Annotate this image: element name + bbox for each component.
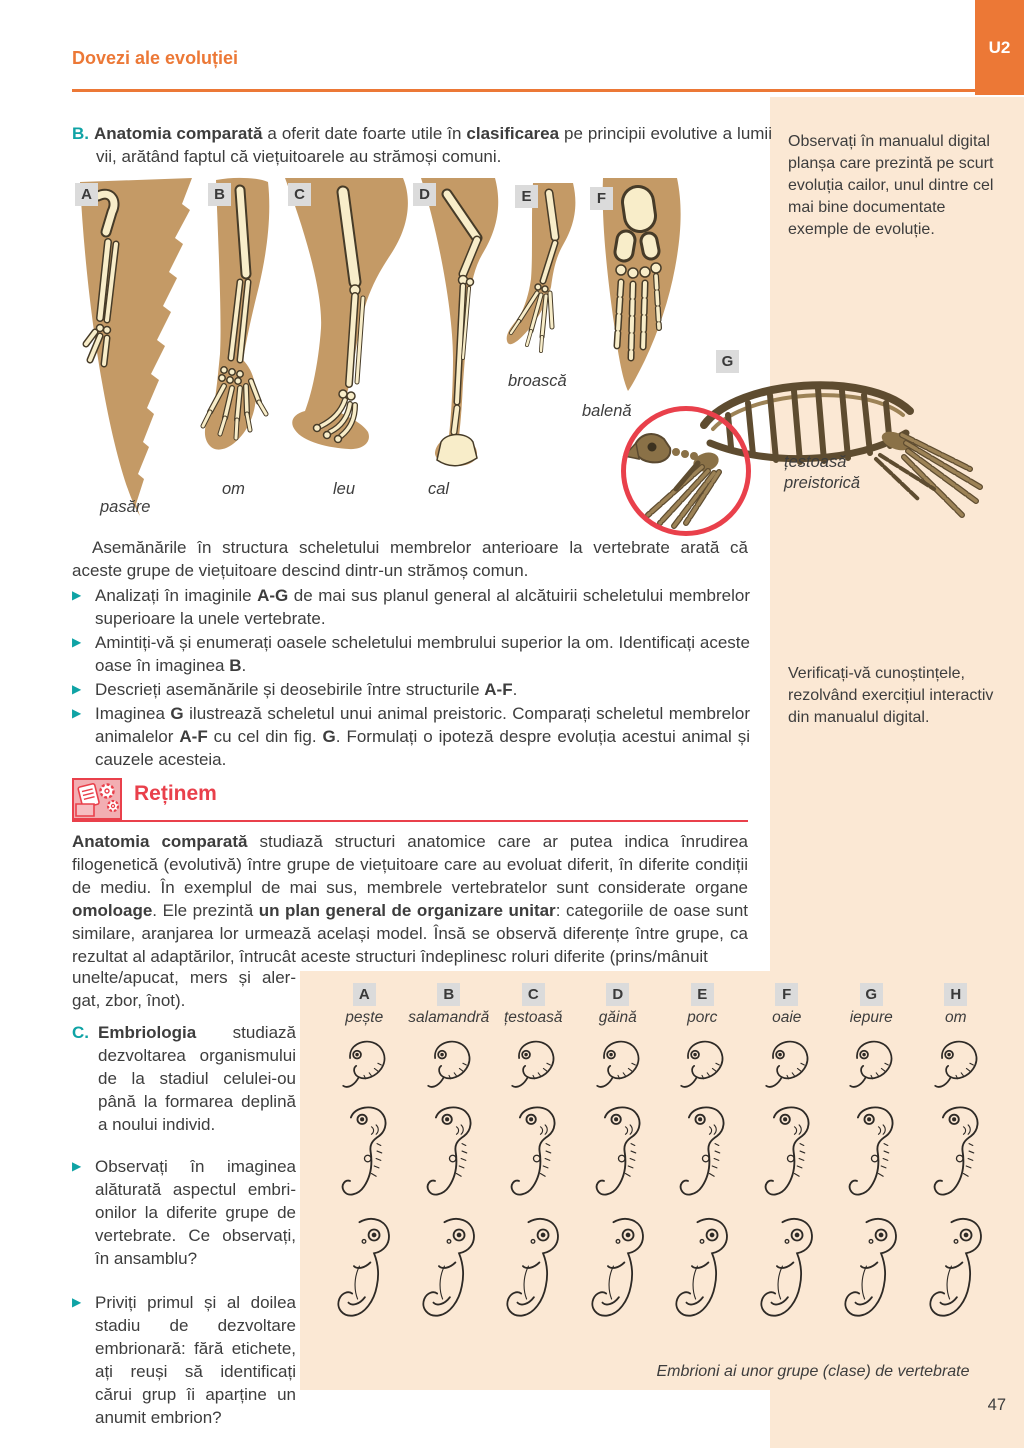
figure-name-horse: cal bbox=[428, 480, 450, 498]
embryo-stage3-drawing bbox=[924, 1210, 988, 1324]
bullet-triangle-icon: ▶ bbox=[72, 706, 82, 720]
section-b-intro: B. Anatomia comparată a oferit date foarte utile în clasificarea pe principii evolutive a lumii vii, arătând faptul că viețuitoarele au strămoși comuni. bbox=[72, 124, 772, 166]
embryo-column-pig bbox=[660, 983, 745, 1324]
embryo-caption: Embrioni ai unor grupe (clase) de vertebrate bbox=[656, 1363, 970, 1380]
embryo-species-name: pește bbox=[345, 1009, 384, 1026]
retinem-title: Reținem bbox=[134, 782, 217, 805]
embryo-species-name: găină bbox=[598, 1009, 637, 1026]
embryo-stage2-drawing bbox=[421, 1102, 477, 1202]
figure-label-g: G bbox=[716, 350, 739, 373]
page-number: 47 bbox=[987, 1396, 1006, 1414]
figure-name-turtle: țestoasă preistorică bbox=[784, 453, 861, 492]
retinem-header bbox=[72, 778, 748, 822]
embryo-column-sheep bbox=[745, 983, 830, 1324]
embryo-stage1-drawing bbox=[507, 1036, 559, 1094]
bullet-analyze-images: ▶ Analizați în imaginile A-G de mai sus planul general al alcătuirii scheletului membrelor superioare la unele vertebrate. bbox=[72, 586, 750, 628]
embryo-column-chicken bbox=[576, 983, 661, 1324]
embryo-stage3-drawing bbox=[332, 1210, 396, 1324]
embryo-stage3-drawing bbox=[670, 1210, 734, 1324]
narrow-column bbox=[72, 966, 296, 1448]
embryo-stage2-drawing bbox=[674, 1102, 730, 1202]
section-letter-b: B. bbox=[72, 124, 89, 143]
embryo-species-name: țestoasă bbox=[503, 1009, 563, 1026]
embryo-label: D bbox=[606, 983, 629, 1006]
embryo-stage3-drawing bbox=[839, 1210, 903, 1324]
embryo-stage2-drawing bbox=[590, 1102, 646, 1202]
figure-name-human: om bbox=[222, 480, 245, 498]
sidebar-note-digital-plate: Observați în manualul digital planșa care prezintă pe scurt evoluția cailor, unul dintre cel mai bine documentate exemple de evoluție. bbox=[788, 133, 994, 238]
embryo-grid bbox=[300, 971, 1024, 1324]
lion-leg-illustration bbox=[283, 178, 418, 473]
embryo-species-name: oaie bbox=[772, 1009, 802, 1026]
bullet-recall-bones: ▶ Amintiți-vă și enumerați oasele scheletului membrului superior la om. Identificați aceste oase în imaginea B. bbox=[72, 633, 750, 675]
embryo-stage1-drawing bbox=[592, 1036, 644, 1094]
figure-name-bird: pasăre bbox=[100, 498, 151, 516]
figure-name-lion: leu bbox=[333, 480, 356, 498]
highlight-circle bbox=[621, 406, 751, 536]
embryo-label: H bbox=[944, 983, 967, 1006]
embryo-species-name: om bbox=[944, 1009, 967, 1026]
sidebar-note-interactive-exercise: Verificați-vă cunoștințele, rezolvând exercițiul interactiv din manualul digital. bbox=[788, 665, 994, 726]
bullet-observe-embryos: ▶ Observați în imaginea alăturată aspectul embrionilor la diferite grupe de vertebrate. Ce observați, în ansamblu? bbox=[72, 1155, 296, 1279]
bullet-triangle-icon: ▶ bbox=[72, 1295, 82, 1309]
forelimb-comparison-figure bbox=[72, 178, 975, 536]
figure-label-a: A bbox=[75, 183, 98, 206]
homology-paragraph: Asemănările în structura scheletului membrelor anterioare la vertebrate arată că aceste grupe de viețuitoare descind dintr-un strămoș comun. bbox=[72, 538, 748, 580]
embryo-stage2-drawing bbox=[336, 1102, 392, 1202]
embryo-stage3-drawing bbox=[586, 1210, 650, 1324]
figure-name-frog: broască bbox=[508, 372, 567, 390]
bullet-triangle-icon: ▶ bbox=[72, 635, 82, 649]
page-title: Dovezi ale evoluției bbox=[72, 48, 239, 68]
embryo-label: A bbox=[353, 983, 376, 1006]
embryo-column-rabbit bbox=[829, 983, 914, 1324]
bullet-triangle-icon: ▶ bbox=[72, 1159, 82, 1173]
retinem-paragraph-continuation: unelte/apucat, mers și alergat, zbor, înot). bbox=[72, 968, 296, 1010]
embryo-stage1-drawing bbox=[761, 1036, 813, 1094]
embryo-label: B bbox=[437, 983, 460, 1006]
embryo-stage1-drawing bbox=[338, 1036, 390, 1094]
embryo-label: F bbox=[775, 983, 798, 1006]
embryo-stage1-drawing bbox=[423, 1036, 475, 1094]
embryo-stage3-drawing bbox=[417, 1210, 481, 1324]
bullet-describe-similarities: ▶ Descrieți asemănările și deosebirile între structurile A-F. bbox=[72, 680, 518, 699]
embryo-stage1-drawing bbox=[845, 1036, 897, 1094]
embryo-stage1-drawing bbox=[930, 1036, 982, 1094]
section-c-intro: C. Embriologia studiază dezvoltarea organismului de la stadiul celulei-ou până la formarea deplină a noului individ. bbox=[72, 1021, 296, 1145]
embryo-species-name: porc bbox=[687, 1009, 718, 1026]
frog-limb-illustration bbox=[505, 183, 585, 368]
embryo-stage2-drawing bbox=[928, 1102, 984, 1202]
figure-label-e: E bbox=[515, 185, 538, 208]
bullet-compare-g: ▶ Imaginea G ilustrează scheletul unui animal preistoric. Comparați scheletul membrelor animalelor A-F cu cel din fig. G. Formulați o ipoteză despre evoluția acestui animal și cauzele acesteia. bbox=[72, 704, 751, 769]
human-arm-illustration bbox=[200, 178, 285, 463]
bullet-identify-embryo: ▶ Priviți primul și al doilea stadiu de dezvoltare embrionară: fără etichete, ați reuși să identificați cărui grup îi aparține un anumit embrion? bbox=[72, 1291, 296, 1438]
embryo-label: G bbox=[860, 983, 883, 1006]
section-letter-c: C. bbox=[72, 1023, 89, 1042]
embryo-column-salamander bbox=[407, 983, 492, 1324]
embryo-column-turtle bbox=[491, 983, 576, 1324]
embryo-label: C bbox=[522, 983, 545, 1006]
embryo-stage2-drawing bbox=[759, 1102, 815, 1202]
header-divider bbox=[72, 89, 975, 92]
embryo-stage2-drawing bbox=[843, 1102, 899, 1202]
figure-label-c: C bbox=[288, 183, 311, 206]
embryo-species-name: iepure bbox=[849, 1009, 893, 1026]
unit-badge: U2 bbox=[975, 0, 1024, 95]
embryo-stage2-drawing bbox=[505, 1102, 561, 1202]
embryo-species-name: salamandră bbox=[408, 1009, 490, 1026]
horse-leg-illustration bbox=[413, 178, 508, 473]
figure-label-f: F bbox=[590, 187, 613, 210]
bullet-triangle-icon: ▶ bbox=[72, 588, 82, 602]
bird-wing-illustration bbox=[74, 178, 206, 520]
embryo-column-fish bbox=[322, 983, 407, 1324]
embryo-stage3-drawing bbox=[755, 1210, 819, 1324]
figure-label-d: D bbox=[413, 183, 436, 206]
activity-bullets bbox=[72, 584, 750, 772]
embryo-stage3-drawing bbox=[501, 1210, 565, 1324]
embryo-stage1-drawing bbox=[676, 1036, 728, 1094]
bullet-triangle-icon: ▶ bbox=[72, 682, 82, 696]
figure-label-b: B bbox=[208, 183, 231, 206]
retinem-paragraph: Anatomia comparată studiază structuri anatomice care ar putea indica înrudirea filogenetică (evolutivă) între grupe de viețuitoare care au evoluat diferit, în diferite condiții de mediu. În exemplul de mai sus, membrele vertebratelor sunt considerate organe omoloage. Ele prezintă un plan general de organizare unitar: categoriile de oase sunt similare, aranjarea lor urmează același model. Însă se observă diferențe între grupe, ca rezultat al adaptărilor, întrucât aceste structuri îndeplinesc roluri diferite (prins/mânuit bbox=[72, 832, 748, 966]
embryo-column-human bbox=[914, 983, 999, 1324]
retinem-icon bbox=[72, 778, 122, 820]
embryo-label: E bbox=[691, 983, 714, 1006]
figure-name-whale: balenă bbox=[582, 402, 632, 420]
embryo-figure bbox=[300, 971, 1024, 1390]
